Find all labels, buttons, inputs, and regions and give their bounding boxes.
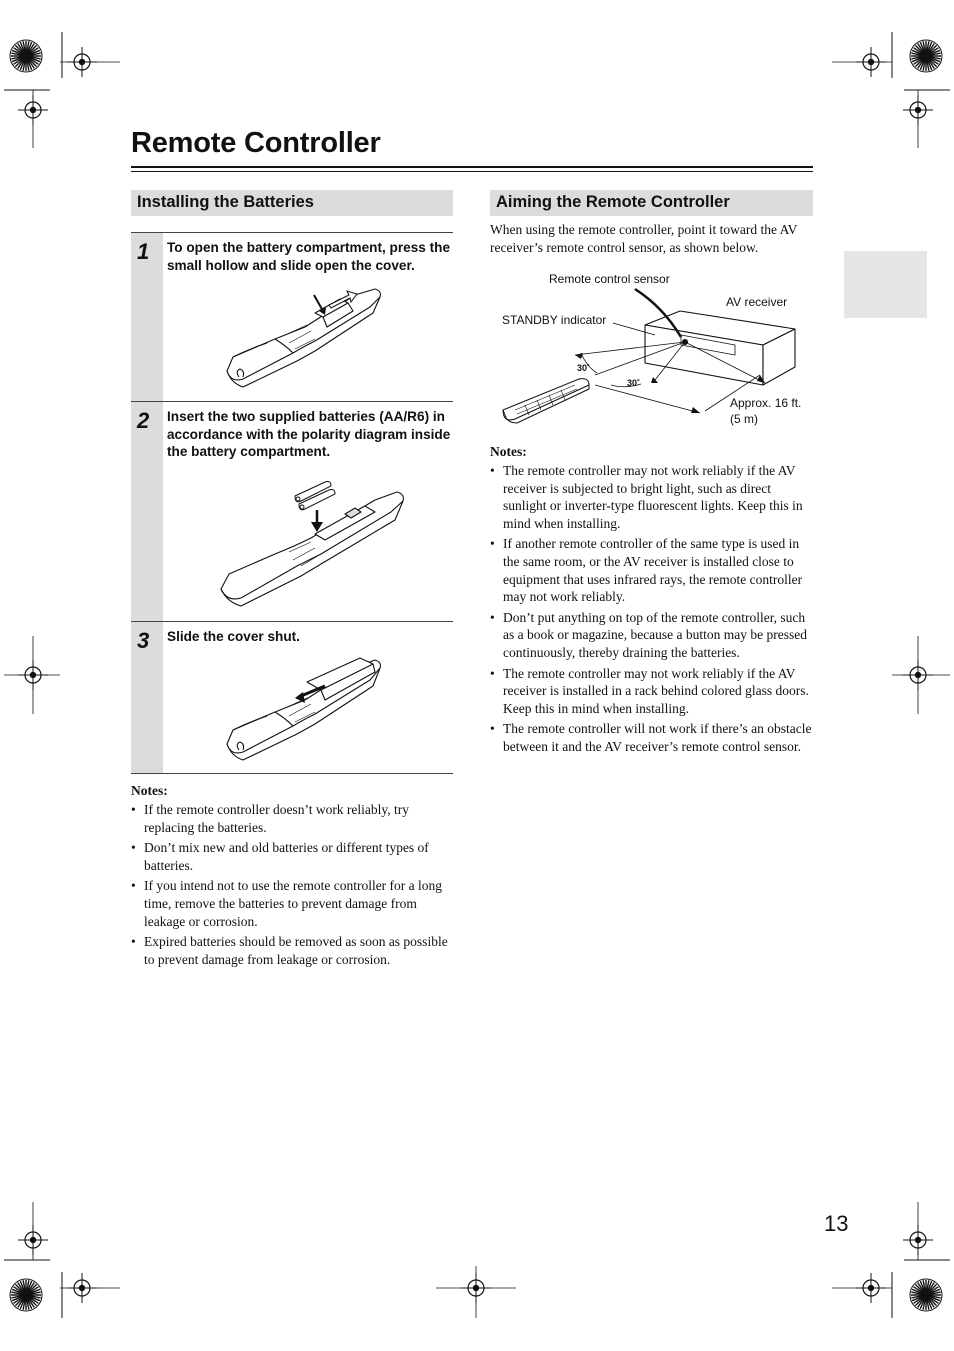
step-number: 3 xyxy=(137,628,150,653)
chapter-side-tab xyxy=(844,251,927,318)
aiming-intro-text: When using the remote controller, point it toward the AV receiver’s remote control sensor, as shown below. xyxy=(490,222,798,255)
title-rule-thin xyxy=(131,171,813,172)
step-instruction: Slide the cover shut. xyxy=(167,629,300,644)
note-item: • The remote controller will not work if there’s an obstacle between it and the AV receiver’s remote control sensor. xyxy=(490,720,813,755)
label-remote-control-sensor: Remote control sensor xyxy=(549,272,670,286)
step-1 xyxy=(131,232,453,401)
section-heading-installing-batteries: Installing the Batteries xyxy=(131,190,453,216)
step-2 xyxy=(131,401,453,621)
remote-close-cover-illustration xyxy=(215,654,390,764)
note-item: • If the remote controller doesn’t work reliably, try replacing the batteries. xyxy=(131,801,453,836)
angle-label-horizontal: 30˚ xyxy=(627,378,641,388)
title-rule xyxy=(131,166,813,168)
notes-heading: Notes: xyxy=(131,783,168,798)
note-item: • Don’t mix new and old batteries or different types of batteries. xyxy=(131,839,453,874)
note-item: • If you intend not to use the remote controller for a long time, remove the batteries to prevent damage from leakage or corrosion. xyxy=(131,877,453,930)
note-item: • The remote controller may not work reliably if the AV receiver is subjected to bright light, such as direct sunlight or inverter-type fluorescent lights. Keep this in mind when installing. xyxy=(490,462,813,532)
label-standby-indicator: STANDBY indicator xyxy=(502,313,607,327)
note-item: • Expired batteries should be removed as soon as possible to prevent damage from leakage or corrosion. xyxy=(131,933,453,968)
remote-open-cover-illustration xyxy=(215,283,390,393)
step-number: 1 xyxy=(137,239,150,264)
note-item: • The remote controller may not work reliably if the AV receiver is installed in a rack behind colored glass doors. Keep this in mind when installing. xyxy=(490,665,813,718)
page-title: Remote Controller xyxy=(131,127,381,159)
notes-list-aiming xyxy=(490,462,813,759)
label-av-receiver: AV receiver xyxy=(726,295,788,309)
angle-label-vertical: 30˚ xyxy=(577,363,591,373)
notes-heading: Notes: xyxy=(490,444,527,459)
section-heading-aiming-remote: Aiming the Remote Controller xyxy=(490,190,813,216)
step-instruction: Insert the two supplied batteries (AA/R6) in accordance with the polarity diagram inside the battery compartment. xyxy=(167,409,451,459)
insert-batteries-illustration xyxy=(215,474,410,609)
step-3 xyxy=(131,621,453,774)
page-number: 13 xyxy=(824,1211,849,1236)
remote-controller-illustration xyxy=(503,379,589,423)
note-item: • Don’t put anything on top of the remote controller, such as a book or magazine, because a button may be pressed continuously, thereby draining the batteries. xyxy=(490,609,813,662)
step-number-column xyxy=(131,402,163,621)
label-distance: Approx. 16 ft. xyxy=(730,396,802,410)
step-number: 2 xyxy=(137,408,150,433)
note-item: • If another remote controller of the same type is used in the same room, or the AV receiver is installed close to equipment that uses infrared rays, the remote controller may not work reliably. xyxy=(490,535,813,605)
step-instruction: To open the battery compartment, press the small hollow and slide open the cover. xyxy=(167,240,450,273)
label-distance-metric: (5 m) xyxy=(730,412,758,426)
notes-list-batteries xyxy=(131,801,453,971)
